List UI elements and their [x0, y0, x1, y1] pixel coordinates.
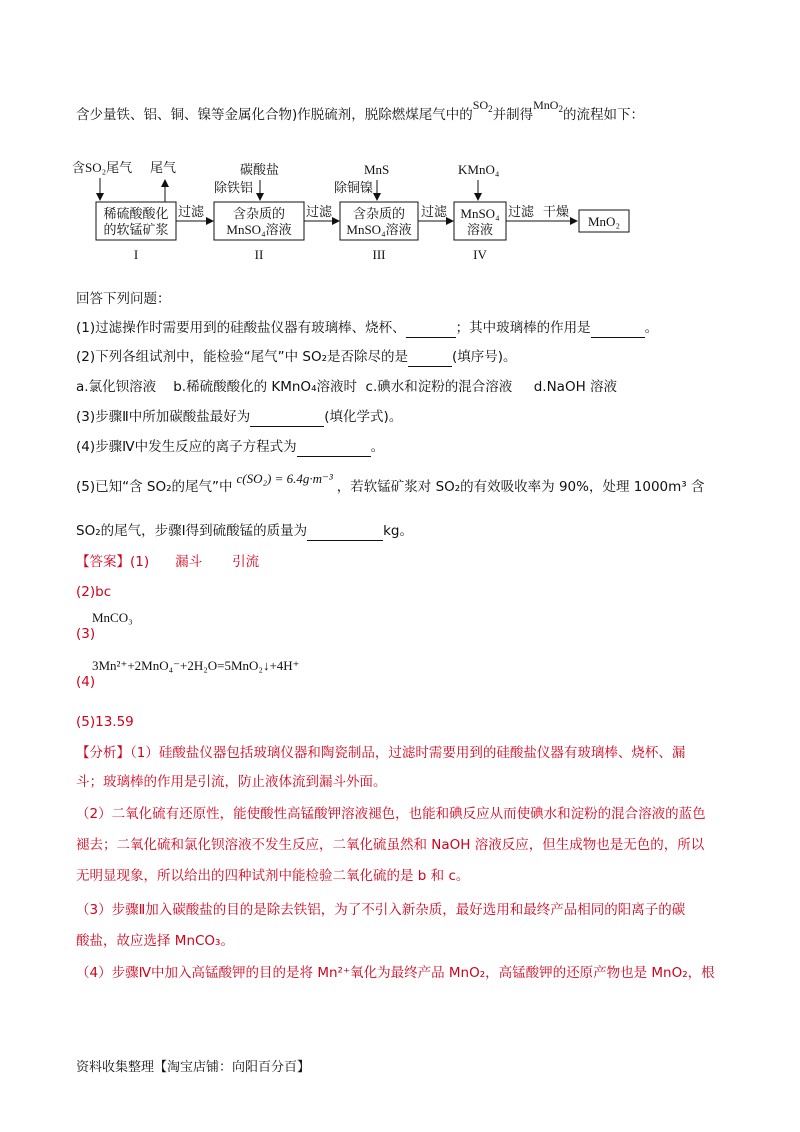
flow-arrow-4-label-a: 过滤 [508, 204, 535, 219]
mno2-formula: MnO$_2$ [533, 98, 563, 114]
answer-3-formula: MnCO₃ [92, 610, 133, 625]
answer-4-formula: 3Mn²⁺+2MnO₄⁻+2H₂O=5MnO₂↓+4H⁺ [92, 658, 300, 673]
flow-reagent-4: KMnO₄ [458, 162, 500, 177]
question-2-options: a.氯化钡溶液 b.稀硫酸酸化的 KMnO₄溶液时 c.碘水和淀粉的混合溶液 d.NaOH 溶液 [76, 379, 618, 395]
flow-box-1-line-2: 的软锰矿浆 [103, 222, 169, 237]
intro-middle: 并制得 [492, 107, 534, 123]
page-footer: 资料收集整理【淘宝店铺：向阳百分百】 [76, 1060, 311, 1075]
question-5-line-1: (5)已知“含 SO₂的尾气”中c(SO₂) = 6.4g·m⁻³，若软锰矿浆对 SO₂的有效吸收率为 90%，处理 1000m³ 含 [76, 471, 705, 495]
answer-3-number: (3) [76, 626, 96, 642]
answer-blank-1a [406, 319, 456, 338]
flow-box-4-line-1: MnSO₄ [460, 206, 500, 221]
flow-reagent-3-line-1: MnS [364, 162, 390, 177]
so2-formula: $SO_2$ [472, 98, 493, 114]
flow-step-2: II [254, 247, 264, 262]
flow-box-2-line-2: MnSO₄溶液 [226, 222, 292, 237]
flow-box-2-line-1: 含杂质的 [232, 206, 286, 221]
answer-blank-3 [250, 408, 324, 427]
answer-4-number: (4) [76, 674, 96, 690]
flow-input-label: 含SO₂尾气 [72, 160, 133, 175]
question-5-line-2: SO₂的尾气，步骤Ⅰ得到硫酸锰的质量为 kg。 [76, 523, 413, 539]
answer-1: 【答案】(1) 漏斗 引流 [76, 554, 260, 570]
flow-reagent-2-line-2: 除铁铝 [214, 180, 254, 195]
question-2: (2)下列各组试剂中，能检验“尾气”中 SO₂是否除尽的是 (填序号)。 [76, 349, 517, 365]
answer-blank-5 [307, 522, 383, 541]
intro-line [76, 98, 644, 128]
analysis-3b: 酸盐，故应选择 MnCO₃。 [76, 933, 234, 949]
flow-arrow-3-label: 过滤 [421, 204, 448, 219]
intro-suffix: 的流程如下： [562, 107, 644, 123]
question-4: (4)步骤Ⅳ中发生反应的离子方程式为 。 [76, 439, 385, 455]
question-3: (3)步骤Ⅱ中所加碳酸盐最好为 (填化学式)。 [76, 409, 403, 425]
questions-lead: 回答下列问题： [76, 291, 171, 307]
answer-2: (2)bc [76, 584, 112, 600]
intro-prefix: 含少量铁、铝、铜、镍等金属化合物)作脱硫剂，脱除燃煤尾气中的 [76, 107, 473, 123]
analysis-2c: 无明显现象，所以给出的四种试剂中能检验二氧化硫的是 b 和 c。 [76, 868, 470, 884]
flow-step-4: IV [473, 247, 487, 262]
flow-output-label: 尾气 [150, 160, 177, 175]
so2-concentration-formula: c(SO₂) = 6.4g·m⁻³ [236, 471, 333, 486]
flow-reagent-3-line-2: 除铜镍 [334, 180, 374, 195]
flow-arrow-4-label-b: 干燥 [543, 204, 570, 219]
analysis-1b: 斗；玻璃棒的作用是引流，防止液体流到漏斗外面。 [76, 774, 387, 790]
analysis-1a: 【分析】（1）硅酸盐仪器包括玻璃仪器和陶瓷制品，过滤时需要用到的硅酸盐仪器有玻璃棒、烧杯、漏 [76, 745, 686, 761]
flow-box-3-line-1: 含杂质的 [352, 206, 406, 221]
flow-arrow-2-label: 过滤 [306, 204, 333, 219]
flow-box-4-line-2: 溶液 [466, 222, 494, 237]
process-flow-diagram [0, 152, 800, 272]
question-1: (1)过滤操作时需要用到的硅酸盐仪器有玻璃棒、烧杯、 ；其中玻璃棒的作用是 。 [76, 320, 659, 336]
flow-box-1-line-1: 稀硫酸酸化 [103, 206, 169, 221]
flow-reagent-2-line-1: 碳酸盐 [240, 162, 280, 177]
analysis-3a: （3）步骤Ⅱ加入碳酸盐的目的是除去铁铝，为了不引入新杂质，最好选用和最终产品相同的阳离子的碳 [76, 902, 686, 918]
flow-step-1: I [133, 247, 139, 262]
analysis-2a: （2）二氧化硫有还原性，能使酸性高锰酸钾溶液褪色，也能和碘反应从而使碘水和淀粉的混合溶液的蓝色 [76, 806, 706, 822]
answer-blank-4 [297, 438, 371, 457]
answer-blank-1b [591, 319, 645, 338]
answer-5: (5)13.59 [76, 714, 134, 730]
analysis-4a: （4）步骤Ⅳ中加入高锰酸钾的目的是将 Mn²⁺氧化为最终产品 MnO₂，高锰酸钾的还原产物也是 MnO₂，根 [76, 965, 715, 981]
analysis-2b: 褪去；二氧化硫和氯化钡溶液不发生反应，二氧化硫虽然和 NaOH 溶液反应，但生成物也是无色的，所以 [76, 837, 705, 853]
flow-arrow-1-label: 过滤 [178, 204, 205, 219]
answer-blank-2 [408, 348, 452, 367]
flow-step-3: III [372, 247, 386, 262]
flow-box-5-label: MnO₂ [588, 214, 620, 229]
flow-box-3-line-2: MnSO₄溶液 [346, 222, 412, 237]
